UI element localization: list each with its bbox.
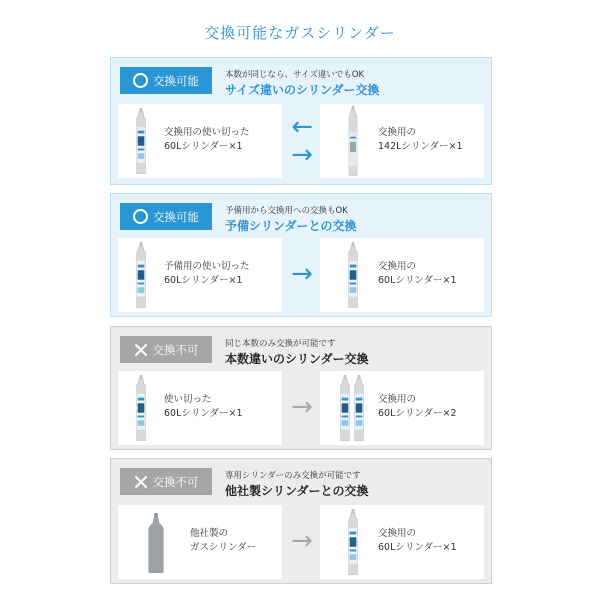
from-cylinder-box: [118, 505, 282, 579]
circle-icon: [133, 209, 148, 224]
card-subtitle: 予備用から交換用への交換もOK: [225, 206, 348, 216]
to-cylinder-label: 交換用の 142Lシリンダー×1: [378, 127, 463, 152]
to-cylinder-box: [320, 505, 484, 579]
to-cylinder-box: [320, 238, 484, 312]
to-cylinder-label: 交換用の 60Lシリンダー×2: [378, 394, 457, 419]
from-cylinder-box: [118, 371, 282, 445]
right-arrow-icon: →: [291, 392, 313, 422]
x-icon: [134, 475, 148, 489]
card-heading: 本数違いのシリンダー交換: [225, 352, 369, 366]
circle-icon: [133, 73, 148, 88]
from-cylinder-box: [118, 104, 282, 178]
to-cylinder-label: 交換用の 60Lシリンダー×1: [378, 261, 457, 286]
60l-cylinder-icon: [340, 375, 350, 441]
exchange-card-other-brand: [110, 458, 492, 584]
right-arrow-icon: →: [291, 526, 313, 556]
status-badge-label: 交換可能: [153, 73, 199, 88]
60l-cylinder-icon: [348, 242, 358, 308]
from-cylinder-label: 交換用の使い切った 60Lシリンダー×1: [164, 127, 250, 152]
exchange-card-spare: [110, 193, 492, 317]
60l-cylinder-icon: [136, 242, 146, 308]
x-icon: [134, 343, 148, 357]
status-badge: [120, 336, 212, 363]
card-heading: サイズ違いのシリンダー交換: [225, 83, 380, 97]
60l-cylinder-icon: [136, 375, 146, 441]
to-cylinder-label: 交換用の 60Lシリンダー×1: [378, 528, 457, 553]
card-heading: 他社製シリンダーとの交換: [225, 484, 369, 498]
status-badge-label: 交換不可: [152, 474, 199, 489]
status-badge: [120, 468, 212, 495]
from-cylinder-label: 予備用の使い切った 60Lシリンダー×1: [164, 261, 250, 286]
from-cylinder-box: [118, 238, 282, 312]
left-arrow-icon: ←: [291, 112, 313, 142]
right-arrow-icon: →: [291, 140, 313, 170]
status-badge-label: 交換不可: [152, 342, 199, 357]
page-title: 交換可能なガスシリンダー: [204, 24, 396, 42]
status-badge: [120, 67, 212, 94]
60l-cylinder-icon: [348, 509, 358, 575]
exchange-card-size: [110, 57, 492, 185]
from-cylinder-label: 他社製の ガスシリンダー: [190, 528, 257, 553]
to-cylinder-box: [320, 371, 484, 445]
status-badge-label: 交換可能: [153, 209, 199, 224]
card-subtitle: 専用シリンダーのみ交換が可能です: [225, 471, 361, 481]
to-cylinder-box: [320, 104, 484, 178]
exchange-card-quantity: [110, 326, 492, 450]
card-subtitle: 本数が同じなら、サイズ違いでもOK: [225, 70, 365, 80]
card-subtitle: 同じ本数のみ交換が可能です: [225, 339, 336, 349]
60l-cylinder-icon: [136, 108, 146, 174]
60l-cylinder-icon: [354, 375, 364, 441]
status-badge: [120, 203, 212, 230]
other-brand-cylinder-icon: [148, 513, 164, 573]
from-cylinder-label: 使い切った 60Lシリンダー×1: [164, 394, 243, 419]
142l-cylinder-icon: [348, 106, 358, 176]
card-heading: 予備シリンダーとの交換: [225, 219, 357, 233]
right-arrow-icon: →: [291, 259, 313, 289]
